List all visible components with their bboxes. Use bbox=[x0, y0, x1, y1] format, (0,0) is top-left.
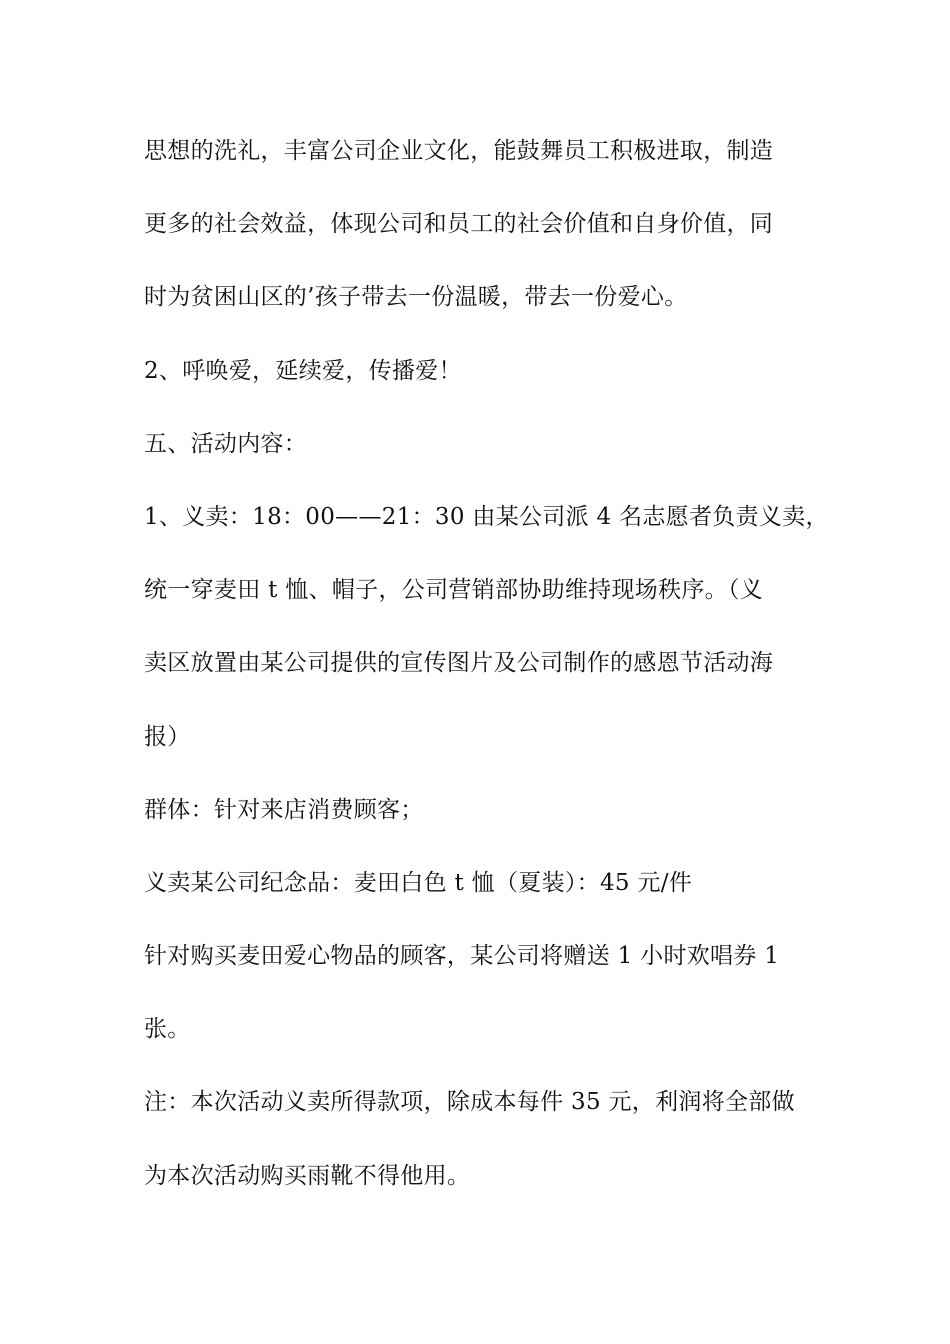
paragraph-line: 统一穿麦田 t 恤、帽子，公司营销部协助维持现场秩序。（义 bbox=[144, 577, 764, 604]
note-line: 注：本次活动义卖所得款项，除成本每件 35 元，利润将全部做 bbox=[144, 1089, 795, 1116]
paragraph-line: 群体：针对来店消费顾客； bbox=[144, 796, 424, 823]
paragraph-line: 更多的社会效益，体现公司和员工的社会价值和自身价值，同 bbox=[144, 211, 774, 238]
note-line: 为本次活动购买雨靴不得他用。 bbox=[144, 1162, 471, 1189]
list-item-line: 1、义卖：18：00——21：30 由某公司派 4 名志愿者负责义卖， bbox=[144, 503, 829, 530]
paragraph-line: 卖区放置由某公司提供的宣传图片及公司制作的感恩节活动海 bbox=[144, 650, 774, 677]
paragraph-line: 针对购买麦田爱心物品的顾客，某公司将赠送 1 小时欢唱券 1 bbox=[144, 943, 780, 970]
section-heading: 五、活动内容： bbox=[144, 430, 308, 457]
paragraph-line: 报） bbox=[144, 723, 191, 750]
paragraph-line: 时为贫困山区的’孩子带去一份温暖，带去一份爱心。 bbox=[144, 284, 688, 311]
paragraph-line: 义卖某公司纪念品：麦田白色 t 恤（夏装）：45 元/件 bbox=[144, 869, 693, 896]
document-body bbox=[144, 133, 829, 1231]
paragraph-line: 张。 bbox=[144, 1016, 191, 1043]
list-item-line: 2、呼唤爱，延续爱，传播爱！ bbox=[144, 357, 462, 384]
paragraph-line: 思想的洗礼，丰富公司企业文化，能鼓舞员工积极进取，制造 bbox=[144, 138, 774, 164]
